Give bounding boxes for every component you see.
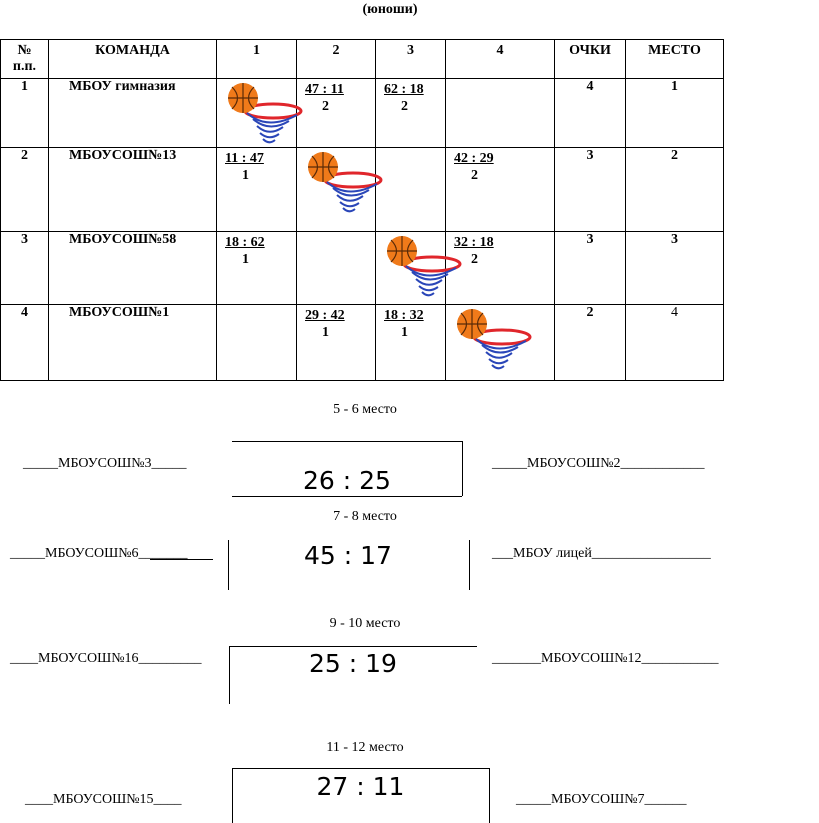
row-number: 2 [1, 148, 49, 232]
header-points: ОЧКИ [555, 40, 626, 79]
table-row [1, 148, 724, 232]
score-box-border-horizontal [150, 559, 213, 560]
header-place: МЕСТО [626, 40, 724, 79]
header-game-2: 2 [297, 40, 376, 79]
placement-right-team: _____МБОУСОШ№2____________ [492, 456, 705, 471]
game-score: 42 : 29 [454, 151, 494, 166]
game-cell [297, 305, 376, 381]
game-points: 1 [242, 252, 249, 267]
game-points: 1 [242, 168, 249, 183]
game-points: 2 [322, 99, 329, 114]
game-score: 62 : 18 [384, 82, 424, 97]
header-number [1, 40, 49, 79]
final-place: 2 [626, 148, 724, 232]
score-box-border-vertical [469, 540, 470, 590]
total-points: 4 [555, 79, 626, 148]
score-box-border-horizontal [232, 768, 489, 769]
placement-left-team: _____МБОУСОШ№6_______ [10, 546, 188, 561]
placement-right-team: _____МБОУСОШ№7______ [516, 792, 687, 807]
placement-left-team: ____МБОУСОШ№15____ [25, 792, 182, 807]
placement-left-team: ____МБОУСОШ№16_________ [10, 651, 202, 666]
results-table [0, 39, 724, 381]
game-cell [446, 148, 555, 232]
score-box-border-vertical [489, 768, 490, 823]
game-score: 47 : 11 [305, 82, 344, 97]
game-score: 32 : 18 [454, 235, 494, 250]
header-number-line1: № [17, 43, 32, 58]
header-number-line2: п.п. [12, 59, 37, 74]
team-name-cell [49, 305, 217, 381]
table-row [1, 305, 724, 381]
table-header-row [1, 40, 724, 79]
basketball-hoop-icon [456, 307, 540, 379]
team-name: МБОУ гимназия [69, 79, 176, 94]
table-row [1, 79, 724, 148]
game-cell [297, 79, 376, 148]
score-box-border-horizontal [232, 441, 462, 442]
final-place: 1 [626, 79, 724, 148]
game-cell [446, 232, 555, 305]
placement-heading: 7 - 8 место [333, 509, 397, 524]
game-cell [376, 148, 446, 232]
total-points: 3 [555, 148, 626, 232]
game-score: 18 : 32 [384, 308, 424, 323]
placement-score: 25 : 19 [309, 649, 397, 678]
placement-heading: 11 - 12 место [326, 740, 404, 755]
diagonal-cell [217, 79, 297, 148]
game-points: 2 [401, 99, 408, 114]
diagonal-cell [297, 148, 376, 232]
row-number: 4 [1, 305, 49, 381]
header-team: КОМАНДА [49, 40, 217, 79]
page-title: (юноши) [362, 2, 418, 17]
row-number: 3 [1, 232, 49, 305]
diagonal-cell [376, 232, 446, 305]
team-name-cell [49, 232, 217, 305]
game-cell [217, 232, 297, 305]
team-name: МБОУСОШ№1 [69, 305, 170, 320]
total-points: 3 [555, 232, 626, 305]
game-score: 29 : 42 [305, 308, 345, 323]
score-box-border-vertical [462, 441, 463, 496]
placement-heading: 5 - 6 место [333, 402, 397, 417]
game-points: 1 [401, 325, 408, 340]
game-points: 1 [322, 325, 329, 340]
placement-score: 45 : 17 [304, 541, 392, 570]
game-score: 11 : 47 [225, 151, 264, 166]
table-row [1, 232, 724, 305]
header-game-1: 1 [217, 40, 297, 79]
team-name-cell [49, 148, 217, 232]
placement-heading: 9 - 10 место [329, 616, 401, 631]
score-box-border-vertical [232, 768, 233, 823]
final-place: 4 [626, 305, 724, 381]
game-points: 2 [471, 252, 478, 267]
game-cell [297, 232, 376, 305]
game-cell [446, 79, 555, 148]
game-score: 18 : 62 [225, 235, 265, 250]
game-cell [217, 148, 297, 232]
header-game-4: 4 [446, 40, 555, 79]
score-box-border-horizontal [229, 646, 477, 647]
placement-score: 26 : 25 [303, 466, 391, 495]
score-box-border-vertical [228, 540, 229, 590]
header-game-3: 3 [376, 40, 446, 79]
team-name-cell [49, 79, 217, 148]
total-points: 2 [555, 305, 626, 381]
game-cell [376, 305, 446, 381]
placement-left-team: _____МБОУСОШ№3_____ [23, 456, 187, 471]
team-name: МБОУСОШ№13 [69, 148, 177, 163]
final-place: 3 [626, 232, 724, 305]
game-cell [217, 305, 297, 381]
placement-right-team: ___МБОУ лицей_________________ [492, 546, 711, 561]
game-cell [376, 79, 446, 148]
diagonal-cell [446, 305, 555, 381]
placement-score: 27 : 11 [316, 772, 405, 801]
placement-right-team: _______МБОУСОШ№12___________ [492, 651, 719, 666]
score-box-border-vertical [229, 646, 230, 704]
team-name: МБОУСОШ№58 [69, 232, 177, 247]
row-number: 1 [1, 79, 49, 148]
score-box-border-horizontal [232, 496, 462, 497]
game-points: 2 [471, 168, 478, 183]
